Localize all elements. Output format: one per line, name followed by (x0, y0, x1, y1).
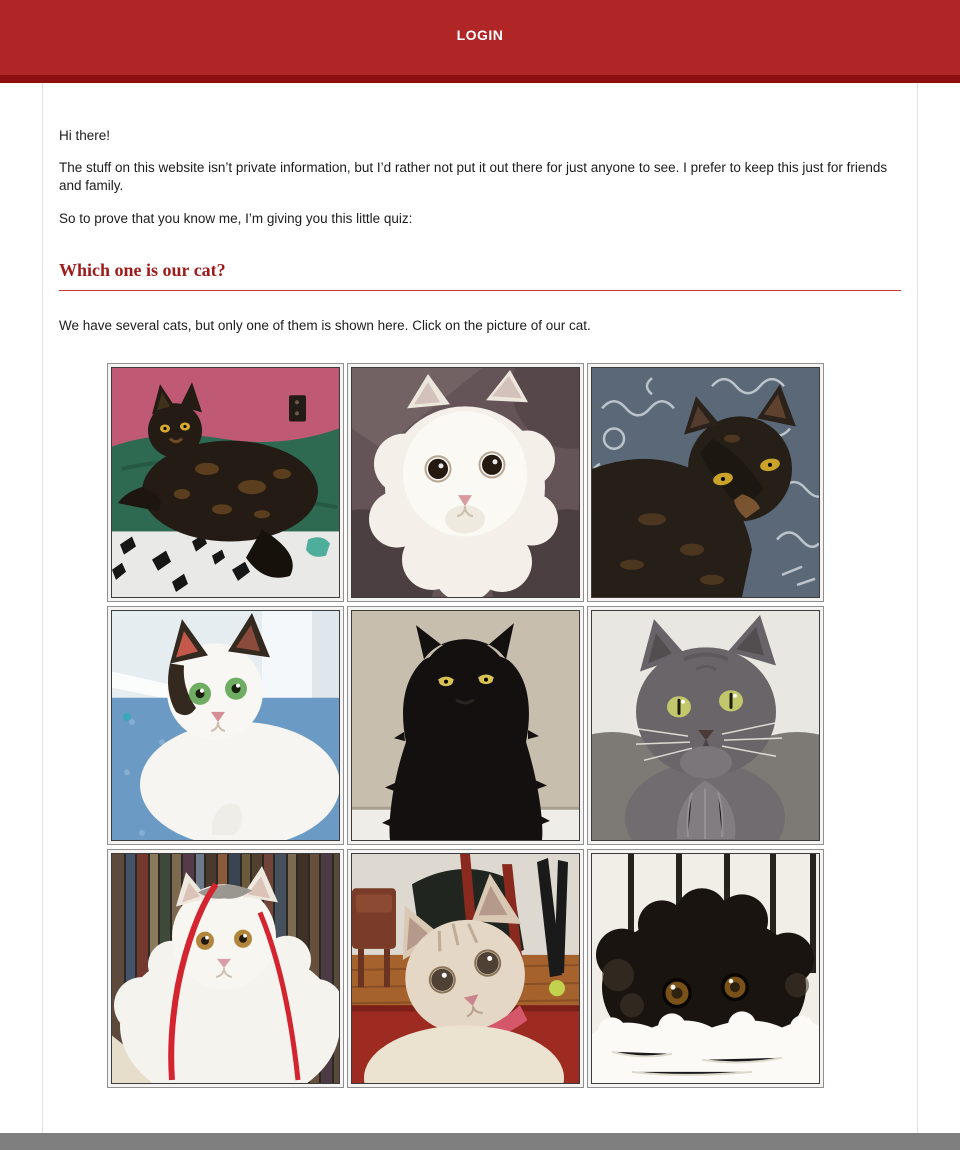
cat-photo-7-image (111, 853, 340, 1084)
cat-photo-8-image (351, 853, 580, 1084)
greeting-text: Hi there! (59, 128, 111, 143)
header-bar (0, 0, 960, 75)
cat-photo-6-image (591, 610, 820, 841)
cat-photo-grid (107, 363, 824, 1088)
intro-text: The stuff on this website isn’t private information, but I’d rather not put it out there for just anyone to see. I prefer to keep this just for friends and family. (59, 160, 888, 194)
cat-photo-8[interactable] (347, 849, 584, 1088)
content-card (42, 83, 918, 1133)
cat-photo-3-image (591, 367, 820, 598)
cat-photo-5-image (351, 610, 580, 841)
cat-photo-4-image (111, 610, 340, 841)
cat-photo-2-image (351, 367, 580, 598)
footer-bar (0, 1133, 960, 1150)
cat-photo-7[interactable] (107, 849, 344, 1088)
quiz-section-title: Which one is our cat? (59, 260, 901, 291)
login-link[interactable]: LOGIN (456, 26, 504, 43)
cat-photo-4[interactable] (107, 606, 344, 845)
header-accent-strip (0, 75, 960, 83)
cat-photo-1[interactable] (107, 363, 344, 602)
cat-photo-9-image (591, 853, 820, 1084)
quiz-lead-text: So to prove that you know me, I’m giving you this little quiz: (59, 210, 413, 226)
cat-photo-9[interactable] (587, 849, 824, 1088)
quiz-instructions: We have several cats, but only one of them is shown here. Click on the picture of our cat. (59, 317, 591, 333)
cat-photo-3[interactable] (587, 363, 824, 602)
cat-photo-1-image (111, 367, 340, 598)
cat-photo-2[interactable] (347, 363, 584, 602)
cat-photo-6[interactable] (587, 606, 824, 845)
cat-photo-5[interactable] (347, 606, 584, 845)
